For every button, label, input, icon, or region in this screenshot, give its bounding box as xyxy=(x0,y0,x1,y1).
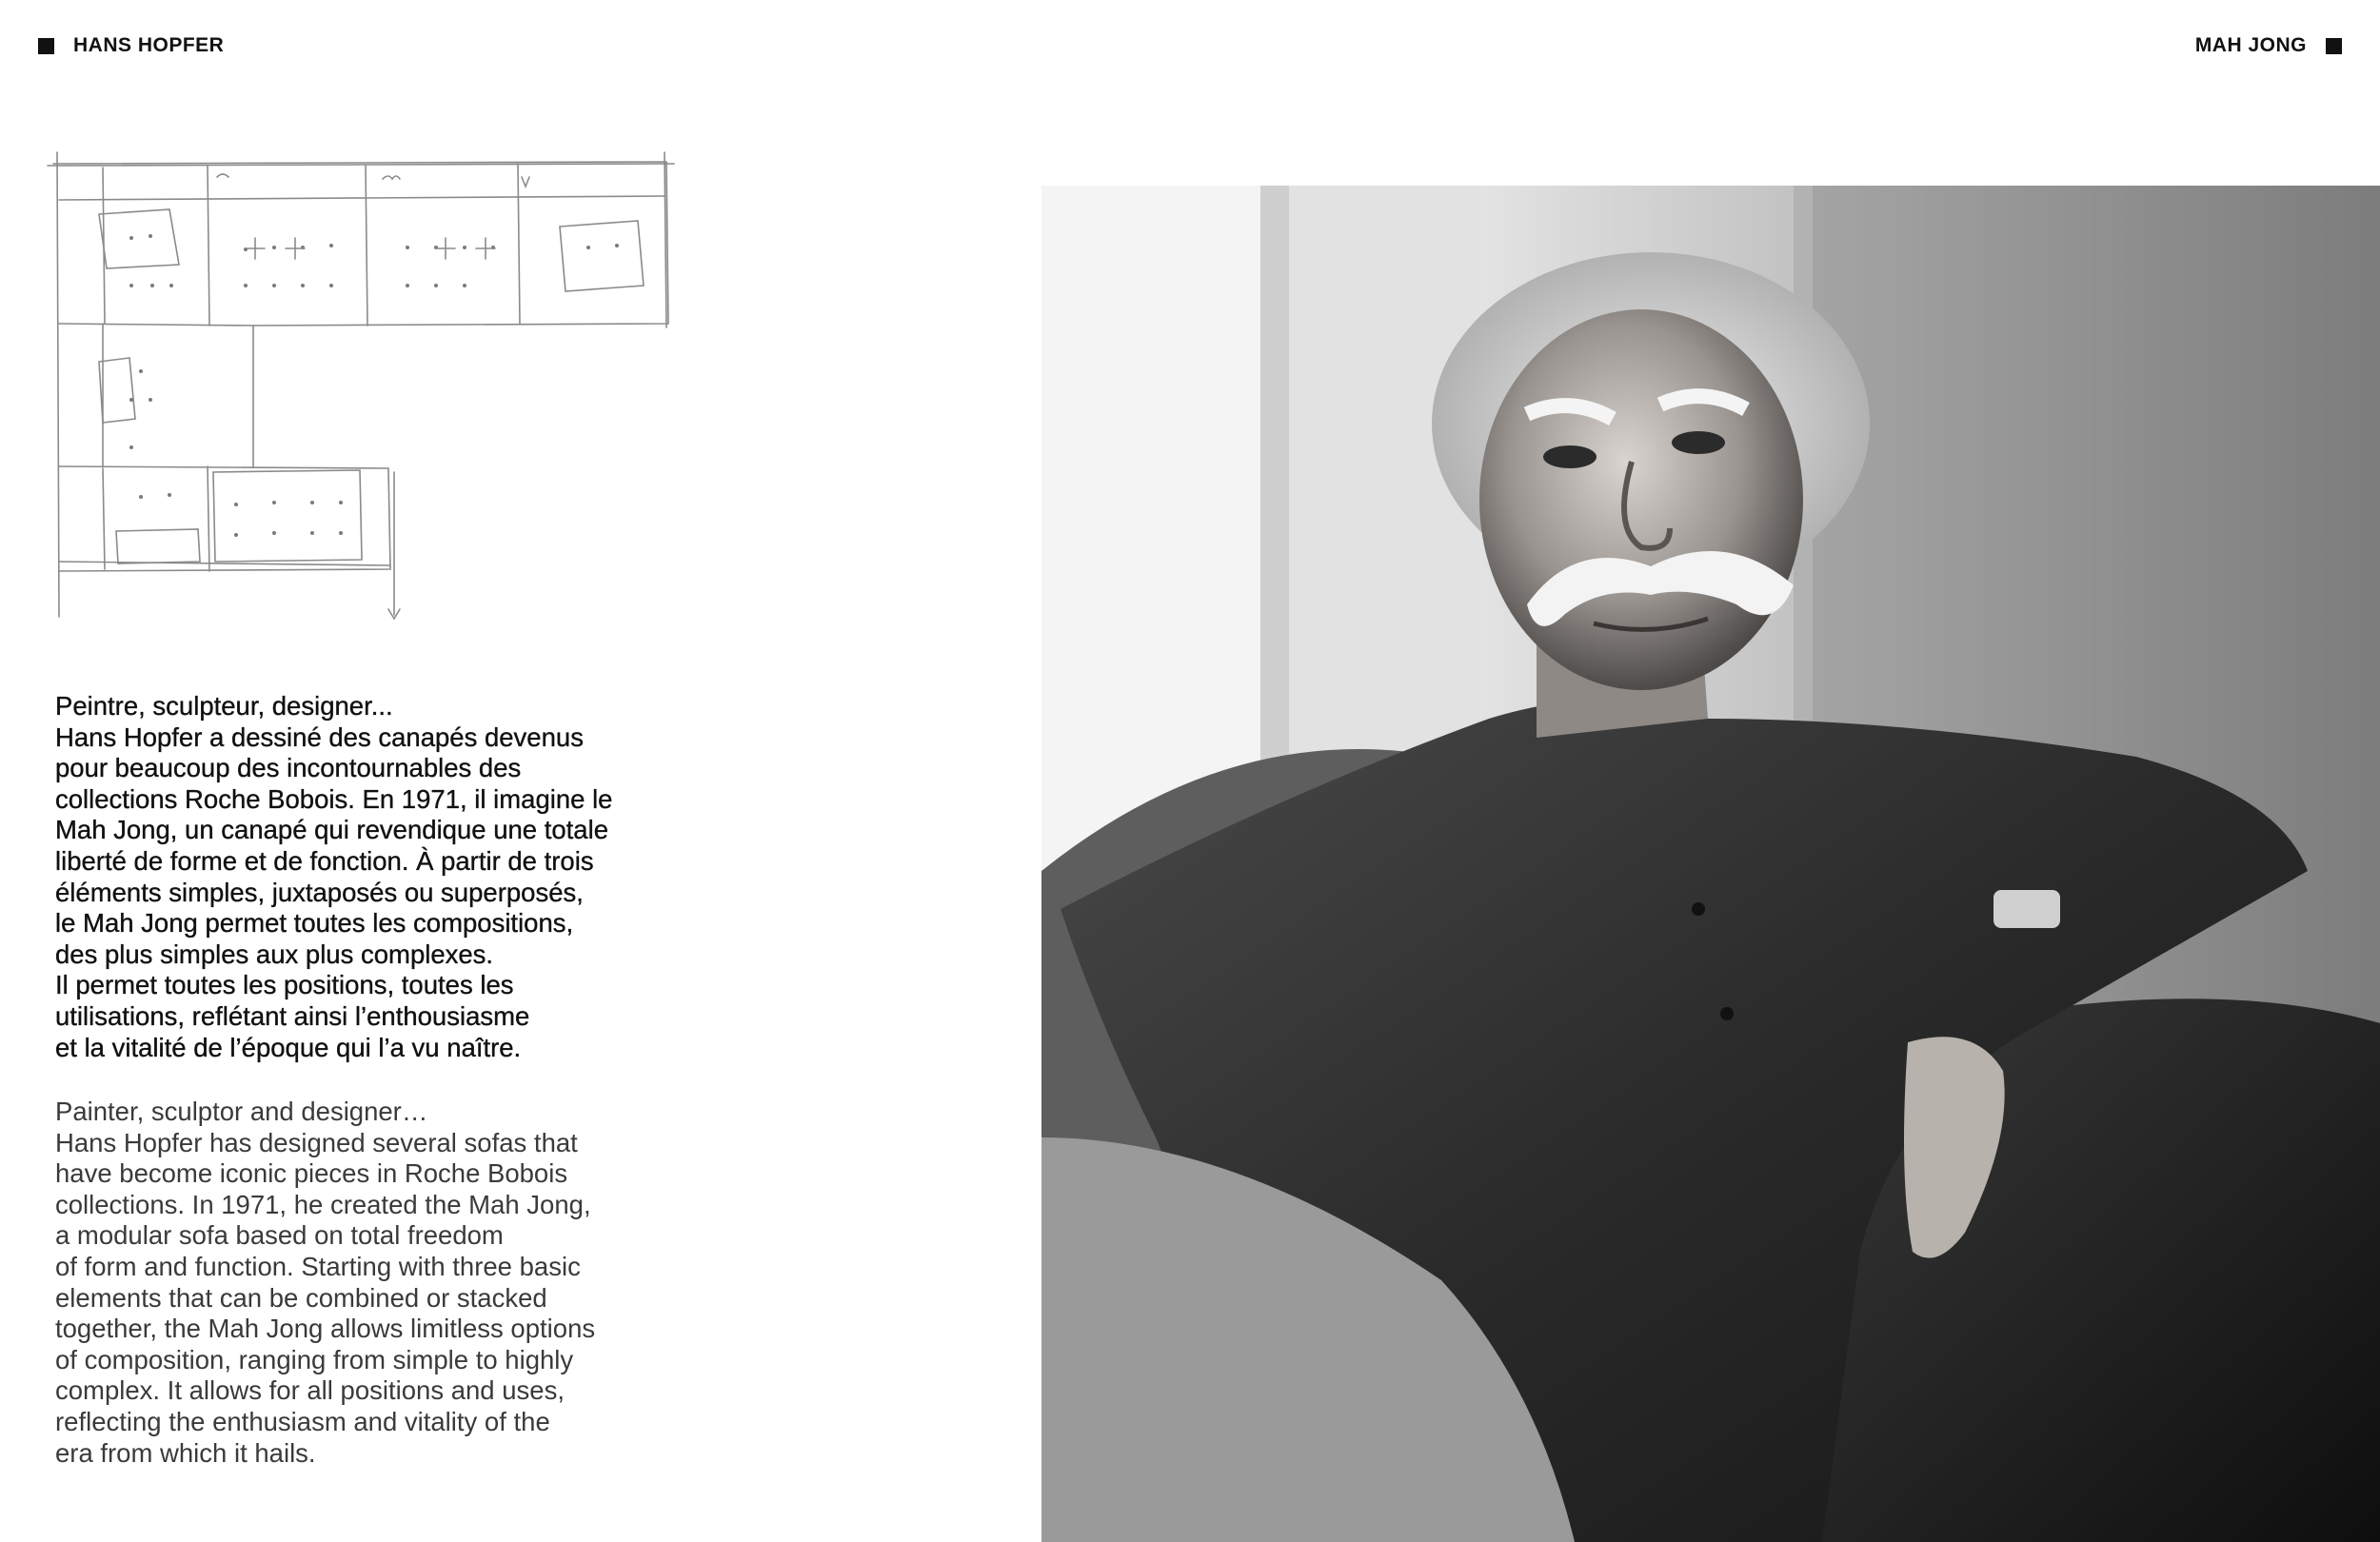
sofa-sketch-drawing xyxy=(46,143,693,638)
square-marker-icon xyxy=(2326,38,2342,54)
square-marker-icon xyxy=(38,38,54,54)
product-name-label: MAH JONG xyxy=(2194,34,2307,56)
designer-name-label: HANS HOPFER xyxy=(73,34,225,56)
section-label-left xyxy=(38,34,224,57)
portrait-photo xyxy=(1041,186,2380,1542)
french-description: Peintre, sculpteur, designer... Hans Hopfer a dessiné des canapés devenus pour beaucoup des incontournables des collections Roche Bobois. En 1971, il imagine le Mah Jong, un canapé qui revendique une totale liberté de forme et de fonction. À partir de trois éléments simples, juxtaposés ou superposés, le Mah Jong permet toutes les compositions, des plus simples aux plus complexes. Il permet toutes les positions, toutes les utilisations, reflétant ainsi l’enthousiasme et la vitalité de l’époque qui l’a vu naître. xyxy=(55,691,613,1062)
english-description: Painter, sculptor and designer… Hans Hopfer has designed several sofas that have become iconic pieces in Roche Bobois collections. In 1971, he created the Mah Jong, a modular sofa based on total freedom of form and function. Starting with three basic elements that can be combined or stacked together, the Mah Jong allows limitless options of composition, ranging from simple to highly complex. It allows for all positions and uses, reflecting the enthusiasm and vitality of the era from which it hails. xyxy=(55,1097,596,1468)
section-label-right xyxy=(2195,34,2342,57)
